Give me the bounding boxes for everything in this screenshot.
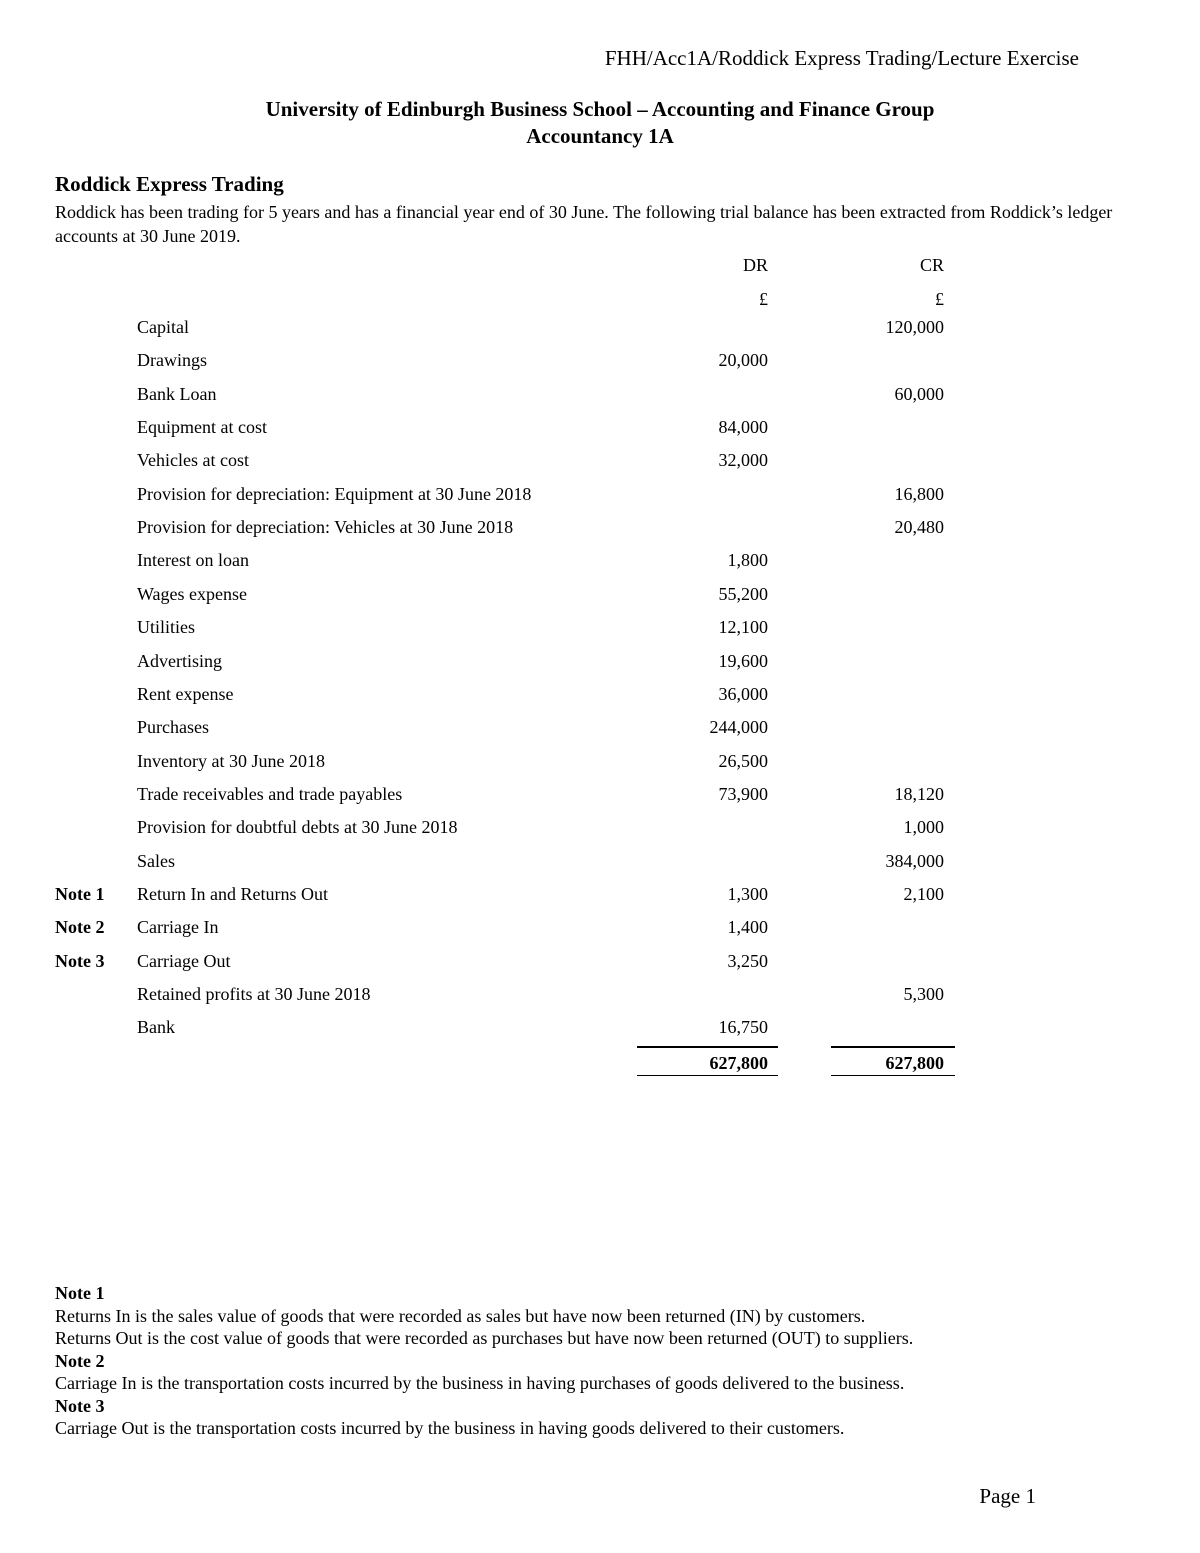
row-dr-amount: 1,400 — [727, 917, 768, 938]
row-label: Bank — [137, 1017, 175, 1038]
table-row — [0, 777, 1200, 811]
row-dr-amount: 73,900 — [718, 783, 768, 804]
table-row — [0, 944, 1200, 978]
table-row — [0, 710, 1200, 744]
total-dr: 627,800 — [637, 1046, 778, 1076]
row-label: Rent expense — [137, 683, 234, 704]
row-cr-amount: 5,300 — [903, 984, 944, 1004]
table-row — [0, 677, 1200, 711]
row-label: Inventory at 30 June 2018 — [137, 750, 325, 771]
table-row — [0, 1010, 1200, 1044]
row-dr-amount: 26,500 — [718, 750, 768, 771]
table-row — [0, 577, 1200, 611]
row-label: Purchases — [137, 717, 209, 738]
row-label: Utilities — [137, 617, 195, 638]
note2-line1: Carriage In is the transportation costs incurred by the business in having purchases of goods delivered to the business. — [55, 1373, 905, 1393]
row-label: Sales — [137, 850, 175, 871]
exercise-title: Roddick Express Trading — [55, 172, 284, 196]
table-row — [0, 377, 1200, 411]
document-titles — [0, 96, 1200, 150]
row-dr-amount: 244,000 — [709, 717, 768, 738]
row-cr-amount: 60,000 — [894, 383, 944, 404]
cr-currency: £ — [935, 289, 944, 309]
row-label: Interest on loan — [137, 550, 249, 571]
row-label: Advertising — [137, 650, 222, 671]
row-label: Capital — [137, 317, 189, 337]
row-dr-amount: 32,000 — [718, 450, 768, 471]
institution-title: University of Edinburgh Business School – Accounting and Finance Group — [265, 97, 935, 121]
page-number: Page 1 — [979, 1484, 1036, 1508]
row-note: Note 3 — [55, 950, 105, 971]
row-label: Drawings — [137, 350, 207, 371]
note3-line1: Carriage Out is the transportation costs incurred by the business in having goods delivered to their customers. — [55, 1418, 845, 1438]
table-row — [0, 810, 1200, 844]
row-cr-amount: 120,000 — [885, 317, 944, 337]
table-row — [0, 644, 1200, 678]
table-row — [0, 477, 1200, 511]
row-dr-amount: 55,200 — [718, 583, 768, 604]
row-note: Note 1 — [55, 883, 105, 904]
table-row — [0, 443, 1200, 477]
note1-line2: Returns Out is the cost value of goods that were recorded as purchases but have now been returned (OUT) to suppliers. — [55, 1328, 914, 1348]
row-cr-amount: 16,800 — [894, 483, 944, 504]
cr-header: CR — [919, 255, 944, 275]
row-dr-amount: 36,000 — [718, 683, 768, 704]
note1-line1: Returns In is the sales value of goods that were recorded as sales but have now been returned (IN) by customers. — [55, 1305, 866, 1326]
row-dr-amount: 1,800 — [727, 550, 768, 571]
row-label: Equipment at cost — [137, 417, 267, 438]
course-title: Accountancy 1A — [526, 124, 674, 148]
row-label: Provision for depreciation: Vehicles at 30 June 2018 — [137, 517, 514, 538]
row-cr-amount: 20,480 — [894, 517, 944, 538]
table-row — [0, 910, 1200, 944]
table-row — [0, 744, 1200, 778]
row-dr-amount: 19,600 — [718, 650, 768, 671]
notes-section — [55, 1282, 1155, 1440]
note1-heading: Note 1 — [55, 1283, 105, 1303]
row-dr-amount: 20,000 — [718, 350, 768, 371]
cr-column-header — [920, 248, 944, 316]
totals-row — [0, 1046, 1200, 1084]
table-row — [0, 310, 1200, 344]
table-row — [0, 610, 1200, 644]
row-label: Carriage Out — [137, 950, 231, 971]
table-row — [0, 844, 1200, 878]
row-cr-amount: 1,000 — [903, 817, 944, 838]
row-label: Bank Loan — [137, 383, 217, 404]
row-cr-amount: 18,120 — [894, 783, 944, 804]
header-reference: FHH/Acc1A/Roddick Express Trading/Lecture Exercise — [604, 46, 1079, 70]
row-label: Vehicles at cost — [137, 450, 249, 471]
table-row — [0, 977, 1200, 1011]
table-row — [0, 877, 1200, 911]
row-note: Note 2 — [55, 917, 105, 938]
row-label: Wages expense — [137, 583, 248, 604]
row-label: Carriage In — [137, 917, 219, 938]
table-row — [0, 410, 1200, 444]
table-row — [0, 343, 1200, 377]
dr-column-header — [743, 248, 768, 316]
row-label: Provision for doubtful debts at 30 June 2018 — [137, 817, 458, 838]
total-cr: 627,800 — [831, 1046, 955, 1076]
row-label: Retained profits at 30 June 2018 — [137, 984, 371, 1004]
row-dr-amount: 12,100 — [718, 617, 768, 638]
row-label: Provision for depreciation: Equipment at 30 June 2018 — [137, 483, 532, 504]
note2-heading: Note 2 — [55, 1350, 105, 1371]
row-cr-amount: 384,000 — [885, 850, 944, 871]
row-dr-amount: 84,000 — [718, 417, 768, 438]
row-dr-amount: 1,300 — [727, 883, 768, 904]
row-label: Trade receivables and trade payables — [137, 783, 403, 804]
note3-heading: Note 3 — [55, 1395, 105, 1416]
intro-paragraph: Roddick has been trading for 5 years and has a financial year end of 30 June. The following trial balance has been extracted from Roddick’s ledger accounts at 30 June 2019. — [55, 202, 1113, 246]
dr-currency: £ — [759, 289, 768, 309]
dr-header: DR — [742, 255, 768, 275]
row-cr-amount: 2,100 — [903, 883, 944, 904]
row-dr-amount: 16,750 — [718, 1017, 768, 1038]
row-label: Return In and Returns Out — [137, 883, 328, 904]
table-row — [0, 510, 1200, 544]
table-row — [0, 543, 1200, 577]
row-dr-amount: 3,250 — [727, 950, 768, 971]
